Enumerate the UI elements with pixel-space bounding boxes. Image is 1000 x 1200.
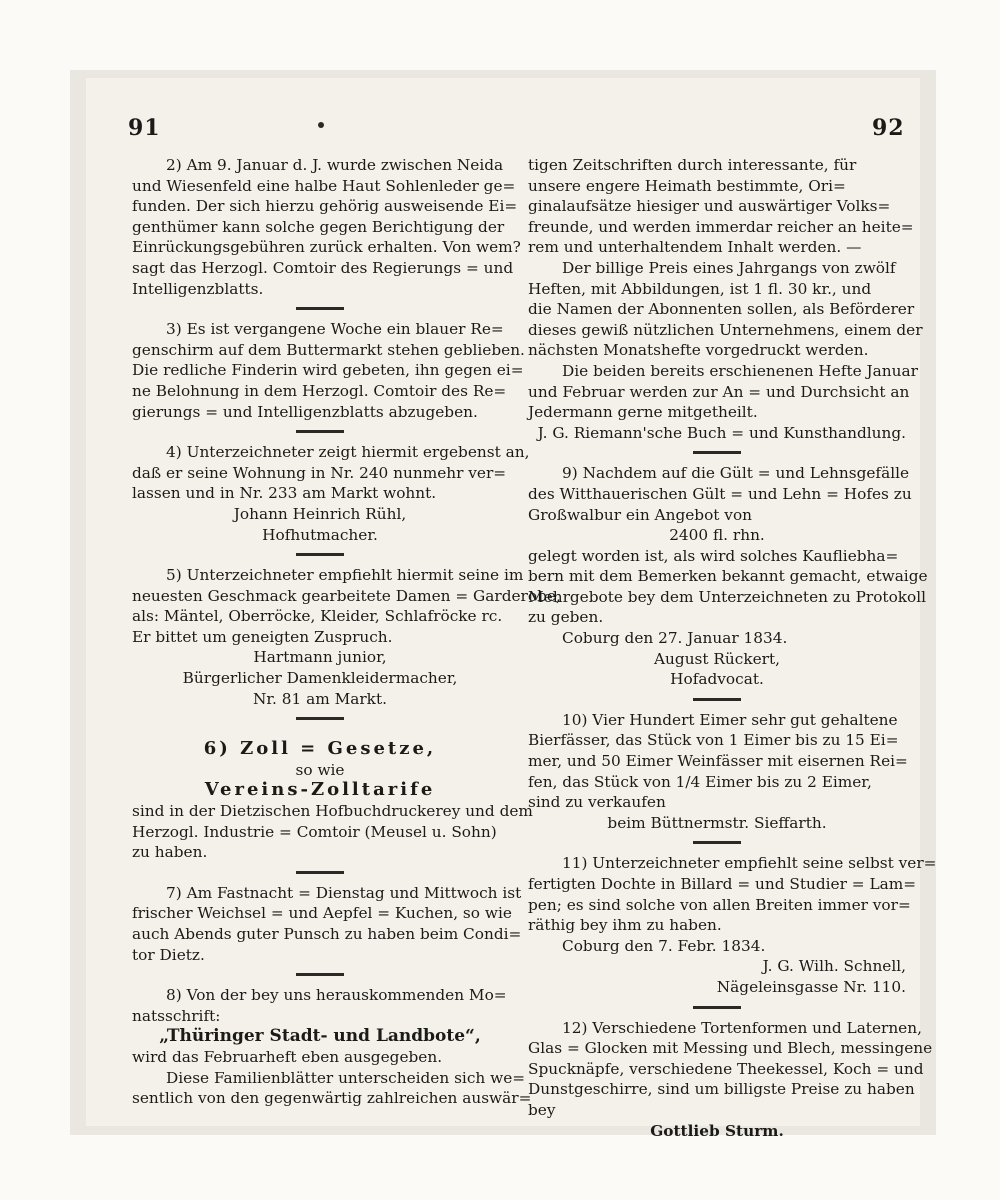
text-line: Jedermann gerne mitgetheilt. [528,403,758,422]
text-line: Intelligenzblatts. [132,279,264,298]
notice-12-signature: Gottlieb Sturm. [650,1121,784,1140]
text-line: ne Belohnung in dem Herzogl. Comtoir des Re= [132,381,507,400]
text-line: Großwalbur ein Angebot von [528,505,753,524]
notice-9 [528,463,912,525]
text-line: Hofadvocat. [670,670,764,689]
notice-4 [132,442,530,504]
text-line: dieses gewiß nützlichen Unternehmens, einem der [528,320,923,339]
text-line: 7) Am Fastnacht = Dienstag und Mittwoch ist [166,883,522,902]
right-column [528,155,937,1141]
notice-7 [132,883,522,965]
text-line: August Rückert, [654,649,780,668]
notice-8-continued [132,1047,532,1109]
notice-8-signature: J. G. Riemann'sche Buch = und Kunsthandlung. [537,423,906,442]
text-line: sentlich von den gegenwärtig zahlreichen auswär= [132,1089,532,1108]
text-line: Nägeleinsgasse Nr. 110. [716,977,906,996]
text-line: fen, das Stück von 1/4 Eimer bis zu 2 Eimer, [528,772,872,791]
separator-rule [693,451,741,454]
text-line: die Namen der Abonnenten sollen, als Beförderer [528,300,915,319]
text-line: tigen Zeitschriften durch interessante, für [528,156,857,174]
ornament-dot [318,122,324,128]
text-line: sind in der Dietzischen Hofbuchdruckerey und dem [132,802,533,821]
text-line: ginalaufsätze hiesiger und auswärtiger Volks= [528,197,891,216]
text-line: Die beiden bereits erschienenen Hefte Januar [562,361,918,380]
notice-11-signature [528,956,906,997]
text-line: Johann Heinrich Rühl, [233,504,407,523]
text-line: bey [528,1100,556,1119]
notice-9-date: Coburg den 27. Januar 1834. [562,629,788,648]
separator-rule [296,717,344,720]
text-line: zu haben. [132,843,208,862]
notice-9-continued [528,546,928,628]
text-line: und Wiesenfeld eine halbe Haut Sohlenleder ge= [132,176,516,195]
text-line: Spucknäpfe, verschiedene Theekessel, Koch = und [528,1059,924,1078]
text-line: Diese Familienblätter unterscheiden sich we= [166,1068,526,1087]
text-line: Er bittet um geneigten Zuspruch. [132,627,393,646]
separator-rule [693,1006,741,1009]
text-line: Heften, mit Abbildungen, ist 1 fl. 30 kr., und [528,279,872,298]
text-line: 4) Unterzeichneter zeigt hiermit ergebenst an, [166,443,530,462]
text-line: Bierfässer, das Stück von 1 Eimer bis zu 15 Ei= [528,731,899,750]
notice-6-subtitle: Vereins-Zolltarife [204,779,436,801]
text-line: funden. Der sich hierzu gehörig ausweisende Ei= [132,197,518,216]
notice-5 [132,565,561,647]
text-line: räthig bey ihm zu haben. [528,916,722,935]
text-line: auch Abends guter Punsch zu haben beim Condi= [132,925,522,943]
separator-rule [296,871,344,874]
text-line: 2) Am 9. Januar d. J. wurde zwischen Neida [166,156,504,174]
notice-11-date: Coburg den 7. Febr. 1834. [562,936,766,955]
text-line: sind zu verkaufen [528,793,666,812]
text-line: Der billige Preis eines Jahrgangs von zwölf [562,258,896,277]
text-line: 10) Vier Hundert Eimer sehr gut gehaltene [562,710,898,729]
separator-rule [296,973,344,976]
text-line: zu geben. [528,608,604,627]
separator-rule [296,553,344,556]
text-line: neuesten Geschmack gearbeitete Damen = Garderobe, [132,586,561,605]
text-line: bern mit dem Bemerken bekannt gemacht, etwaige [528,567,928,586]
text-line: daß er seine Wohnung in Nr. 240 nunmehr ver= [132,463,507,482]
text-line: genthümer kann solche gegen Berichtigung der [132,217,505,236]
notice-8 [132,985,508,1026]
text-line: des Witthauerischen Gült = und Lehn = Hofes zu [528,484,912,503]
text-line: frischer Weichsel = und Aepfel = Kuchen, so wie [132,904,512,923]
separator-rule [693,698,741,701]
notice-6-title: 6) Zoll = Gesetze, [203,738,437,760]
notice-10 [528,710,906,813]
text-line: Mehrgebote bey dem Unterzeichneten zu Protokoll [528,587,927,606]
text-line: unsere engere Heimath bestimmte, Ori= [528,176,846,195]
text-line: nächsten Monatshefte vorgedruckt werden. [528,341,869,360]
notice-5-signature [132,647,508,709]
page-number-left: 91 [128,115,161,141]
notice-10-signature: beim Büttnermstr. Sieffarth. [607,813,827,832]
text-line: als: Mäntel, Oberröcke, Kleider, Schlafröcke rc. [132,607,503,626]
text-line: Herzogl. Industrie = Comtoir (Meusel u. Sohn) [132,822,497,841]
notice-9-amount: 2400 fl. rhn. [669,526,765,545]
text-line: Glas = Glocken mit Messing und Blech, messingene [528,1039,933,1058]
text-line: Die redliche Finderin wird gebeten, ihn gegen ei= [132,361,524,380]
text-line: 5) Unterzeichneter empfiehlt hiermit seine im [166,566,524,585]
notice-11 [528,853,937,935]
text-line: freunde, und werden immerdar reicher an heite= [528,217,914,236]
text-line: Bürgerlicher Damenkleidermacher, [182,669,458,688]
text-line: Hofhutmacher. [262,525,378,544]
text-line: gelegt worden ist, als wird solches Kaufliebha= [528,546,899,565]
text-line: 3) Es ist vergangene Woche ein blauer Re= [166,320,504,339]
text-line: tor Dietz. [132,945,205,964]
text-line: 9) Nachdem auf die Gült = und Lehnsgefälle [562,464,910,483]
left-column [132,155,561,1109]
notice-2 [132,155,521,299]
notice-9-signature [528,649,906,690]
separator-rule [296,430,344,433]
text-line: fertigten Dochte in Billard = und Studier = Lam= [528,875,917,893]
text-line: lassen und in Nr. 233 am Markt wohnt. [132,484,437,503]
text-line: mer, und 50 Eimer Weinfässer mit eisernen Rei= [528,752,908,771]
text-line: und Februar werden zur An = und Durchsicht an [528,382,910,401]
text-line: 8) Von der bey uns herauskommenden Mo= [166,986,507,1005]
text-line: Dunstgeschirre, sind um billigste Preise zu haben [528,1080,915,1099]
text-line: pen; es sind solche von allen Breiten immer vor= [528,895,911,914]
text-line: gierungs = und Intelligenzblatts abzugeben. [132,402,478,421]
notice-3 [132,319,525,422]
notice-8-right [528,155,923,423]
page-number-right: 92 [872,115,905,141]
text-line: J. G. Wilh. Schnell, [762,957,906,976]
text-line: 12) Verschiedene Tortenformen und Laternen, [562,1018,922,1037]
text-line: Nr. 81 am Markt. [253,689,387,708]
notice-12 [528,1018,933,1121]
notice-6 [132,801,533,863]
text-line: natsschrift: [132,1006,221,1025]
text-line: sagt das Herzogl. Comtoir des Regierungs = und [132,258,514,277]
text-line: rem und unterhaltendem Inhalt werden. — [528,238,862,257]
notice-8-title: „Thüringer Stadt- und Landbote“, [159,1026,481,1047]
text-line: wird das Februarheft eben ausgegeben. [132,1047,443,1066]
notice-4-signature [132,504,508,545]
text-line: 11) Unterzeichneter empfiehlt seine selbst ver= [562,854,937,873]
separator-rule [296,307,344,310]
text-line: Hartmann junior, [253,648,387,667]
text-line: Einrückungsgebühren zurück erhalten. Von wem? [132,238,521,257]
separator-rule [693,841,741,844]
text-line: genschirm auf dem Buttermarkt stehen geblieben. [132,340,525,359]
notice-6-sowie: so wie [295,760,345,779]
